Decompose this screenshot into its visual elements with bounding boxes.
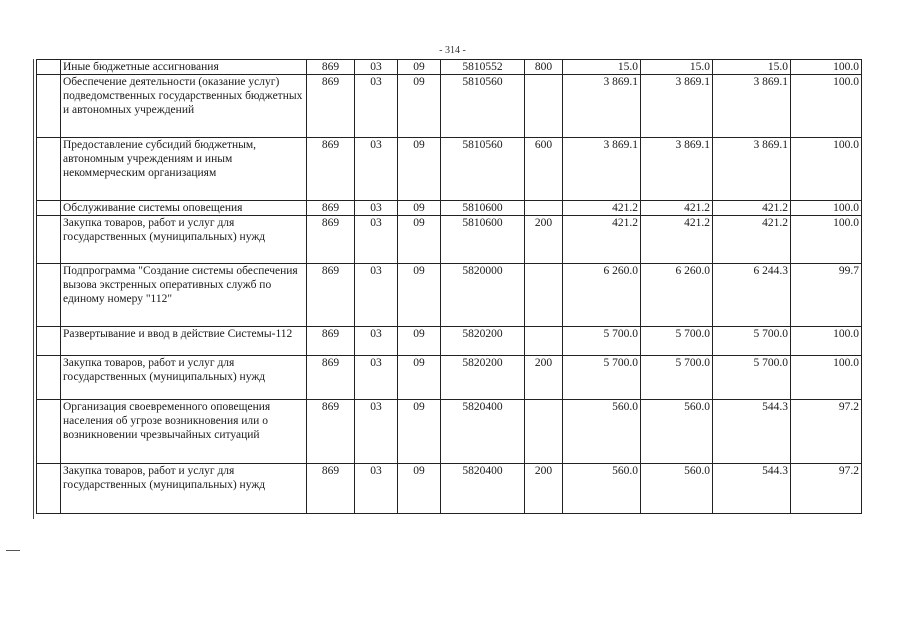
plan-amount-cell: 3 869.1	[641, 138, 713, 201]
section-code-cell: 03	[355, 216, 398, 264]
section-code-cell: 03	[355, 464, 398, 514]
section-code-cell: 03	[355, 264, 398, 327]
target-article-cell: 5820200	[441, 327, 525, 356]
subsection-code-cell: 09	[398, 464, 441, 514]
admin-code-cell: 869	[307, 400, 355, 464]
page-number: - 314 -	[439, 45, 466, 56]
executed-amount-cell: 6 244.3	[713, 264, 791, 327]
row-name-cell: Иные бюджетные ассигнования	[61, 60, 307, 75]
subsection-code-cell: 09	[398, 216, 441, 264]
percent-cell: 97.2	[791, 400, 862, 464]
section-code-cell: 03	[355, 138, 398, 201]
row-margin-cell	[37, 464, 61, 514]
plan-amount-cell: 6 260.0	[641, 264, 713, 327]
executed-amount-cell: 544.3	[713, 464, 791, 514]
row-name-cell: Закупка товаров, работ и услуг для государственных (муниципальных) нужд	[61, 356, 307, 400]
expense-type-cell	[525, 75, 563, 138]
percent-cell: 100.0	[791, 138, 862, 201]
percent-cell: 100.0	[791, 356, 862, 400]
table-row	[37, 264, 862, 327]
executed-amount-cell: 5 700.0	[713, 327, 791, 356]
percent-cell: 100.0	[791, 201, 862, 216]
expense-type-cell	[525, 264, 563, 327]
target-article-cell: 5810560	[441, 75, 525, 138]
subsection-code-cell: 09	[398, 264, 441, 327]
table-body	[37, 60, 862, 514]
row-margin-cell	[37, 356, 61, 400]
target-article-cell: 5810552	[441, 60, 525, 75]
plan-amount-cell: 15.0	[641, 60, 713, 75]
subsection-code-cell: 09	[398, 75, 441, 138]
table-row	[37, 327, 862, 356]
row-margin-cell	[37, 201, 61, 216]
subsection-code-cell: 09	[398, 327, 441, 356]
percent-cell: 100.0	[791, 216, 862, 264]
row-margin-cell	[37, 264, 61, 327]
executed-amount-cell: 544.3	[713, 400, 791, 464]
executed-amount-cell: 15.0	[713, 60, 791, 75]
percent-cell: 100.0	[791, 327, 862, 356]
approved-amount-cell: 15.0	[563, 60, 641, 75]
executed-amount-cell: 3 869.1	[713, 75, 791, 138]
plan-amount-cell: 560.0	[641, 464, 713, 514]
expense-type-cell: 200	[525, 216, 563, 264]
left-border-rule	[33, 59, 34, 519]
expense-type-cell: 800	[525, 60, 563, 75]
subsection-code-cell: 09	[398, 400, 441, 464]
section-code-cell: 03	[355, 75, 398, 138]
row-margin-cell	[37, 216, 61, 264]
target-article-cell: 5820400	[441, 464, 525, 514]
approved-amount-cell: 560.0	[563, 464, 641, 514]
section-code-cell: 03	[355, 327, 398, 356]
plan-amount-cell: 5 700.0	[641, 356, 713, 400]
percent-cell: 100.0	[791, 75, 862, 138]
subsection-code-cell: 09	[398, 201, 441, 216]
expense-type-cell	[525, 327, 563, 356]
subsection-code-cell: 09	[398, 138, 441, 201]
row-name-cell: Обслуживание системы оповещения	[61, 201, 307, 216]
plan-amount-cell: 5 700.0	[641, 327, 713, 356]
admin-code-cell: 869	[307, 464, 355, 514]
table-row	[37, 356, 862, 400]
approved-amount-cell: 421.2	[563, 201, 641, 216]
plan-amount-cell: 421.2	[641, 216, 713, 264]
table-row	[37, 464, 862, 514]
row-margin-cell	[37, 75, 61, 138]
row-margin-cell	[37, 327, 61, 356]
row-margin-cell	[37, 60, 61, 75]
expense-type-cell	[525, 400, 563, 464]
approved-amount-cell: 421.2	[563, 216, 641, 264]
plan-amount-cell: 421.2	[641, 201, 713, 216]
admin-code-cell: 869	[307, 75, 355, 138]
plan-amount-cell: 3 869.1	[641, 75, 713, 138]
expense-type-cell	[525, 201, 563, 216]
approved-amount-cell: 5 700.0	[563, 356, 641, 400]
row-name-cell: Предоставление субсидий бюджетным, автономным учреждениям и иным некоммерческим организациям	[61, 138, 307, 201]
margin-dash-mark	[6, 550, 20, 551]
percent-cell: 100.0	[791, 60, 862, 75]
row-name-cell: Обеспечение деятельности (оказание услуг) подведомственных государственных бюджетных и автономных учреждений	[61, 75, 307, 138]
subsection-code-cell: 09	[398, 60, 441, 75]
section-code-cell: 03	[355, 400, 398, 464]
table-row	[37, 201, 862, 216]
executed-amount-cell: 5 700.0	[713, 356, 791, 400]
row-name-cell: Подпрограмма "Создание системы обеспечения вызова экстренных оперативных служб по единому номеру "112"	[61, 264, 307, 327]
row-margin-cell	[37, 138, 61, 201]
row-name-cell: Организация своевременного оповещения населения об угрозе возникновения или о возникновении чрезвычайных ситуаций	[61, 400, 307, 464]
approved-amount-cell: 6 260.0	[563, 264, 641, 327]
section-code-cell: 03	[355, 60, 398, 75]
target-article-cell: 5820200	[441, 356, 525, 400]
percent-cell: 97.2	[791, 464, 862, 514]
admin-code-cell: 869	[307, 138, 355, 201]
approved-amount-cell: 3 869.1	[563, 138, 641, 201]
approved-amount-cell: 3 869.1	[563, 75, 641, 138]
approved-amount-cell: 5 700.0	[563, 327, 641, 356]
percent-cell: 99.7	[791, 264, 862, 327]
expense-type-cell: 600	[525, 138, 563, 201]
row-margin-cell	[37, 400, 61, 464]
table-row	[37, 60, 862, 75]
table-row	[37, 138, 862, 201]
target-article-cell: 5820000	[441, 264, 525, 327]
target-article-cell: 5810560	[441, 138, 525, 201]
row-name-cell: Закупка товаров, работ и услуг для государственных (муниципальных) нужд	[61, 464, 307, 514]
target-article-cell: 5820400	[441, 400, 525, 464]
row-name-cell: Развертывание и ввод в действие Системы-112	[61, 327, 307, 356]
subsection-code-cell: 09	[398, 356, 441, 400]
admin-code-cell: 869	[307, 356, 355, 400]
expense-type-cell: 200	[525, 464, 563, 514]
executed-amount-cell: 3 869.1	[713, 138, 791, 201]
plan-amount-cell: 560.0	[641, 400, 713, 464]
section-code-cell: 03	[355, 201, 398, 216]
row-name-cell: Закупка товаров, работ и услуг для государственных (муниципальных) нужд	[61, 216, 307, 264]
expense-type-cell: 200	[525, 356, 563, 400]
admin-code-cell: 869	[307, 216, 355, 264]
table-row	[37, 400, 862, 464]
admin-code-cell: 869	[307, 264, 355, 327]
target-article-cell: 5810600	[441, 201, 525, 216]
approved-amount-cell: 560.0	[563, 400, 641, 464]
admin-code-cell: 869	[307, 201, 355, 216]
target-article-cell: 5810600	[441, 216, 525, 264]
budget-table	[36, 59, 862, 514]
executed-amount-cell: 421.2	[713, 201, 791, 216]
admin-code-cell: 869	[307, 60, 355, 75]
admin-code-cell: 869	[307, 327, 355, 356]
executed-amount-cell: 421.2	[713, 216, 791, 264]
section-code-cell: 03	[355, 356, 398, 400]
table-row	[37, 75, 862, 138]
table-row	[37, 216, 862, 264]
